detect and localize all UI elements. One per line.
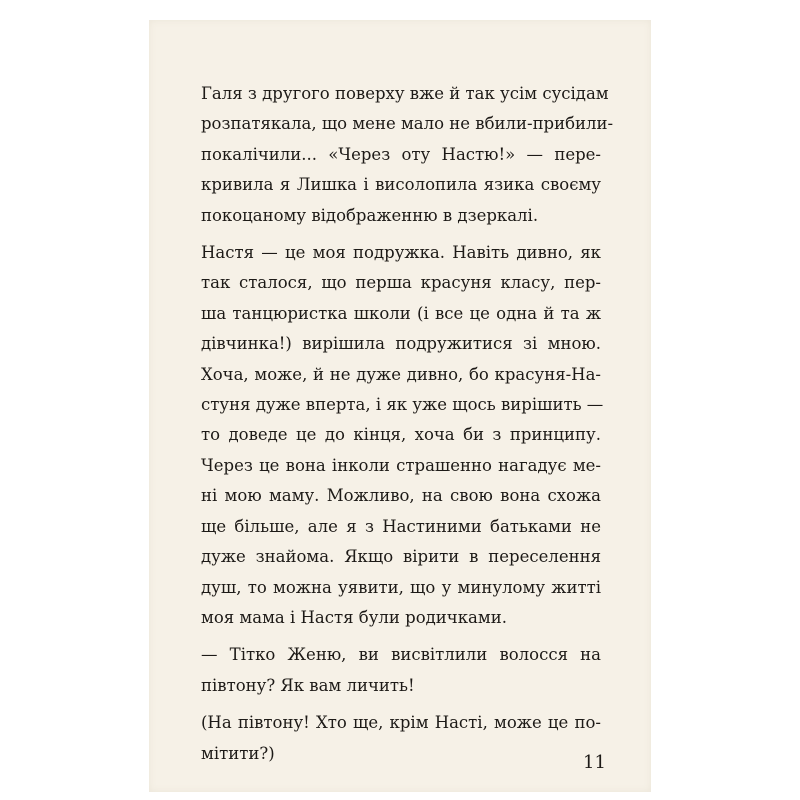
text-line: (На півтону! Хто ще, крім Насті, може це по- xyxy=(201,713,601,733)
text-line: Хоча, може, й не дуже дивно, бо красуня-На- xyxy=(201,364,601,384)
text-line: ще більше, але я з Настиними батьками не xyxy=(201,516,601,536)
text-line: мітити?) xyxy=(201,743,275,763)
paragraph xyxy=(201,238,604,633)
paragraph xyxy=(201,79,614,231)
text-line: Галя з другого поверху вже й так усім сусідам xyxy=(201,84,609,103)
text-line: півтону? Як вам личить! xyxy=(201,675,415,695)
body-text xyxy=(201,79,614,769)
text-line: ша танцюристка школи (і все це одна й та ж xyxy=(201,303,601,323)
book-page xyxy=(149,20,651,792)
text-line: душ, то можна уявити, що у минулому житті xyxy=(201,577,601,597)
text-line: ні мою маму. Можливо, на свою вона схожа xyxy=(201,486,601,506)
text-line: покалічили... «Через оту Настю!» — пере- xyxy=(201,144,601,164)
text-line: розпатякала, що мене мало не вбили-прибили- xyxy=(201,114,614,134)
text-line: кривила я Лишка і висолопила язика своєму xyxy=(201,175,601,195)
text-line: — Тітко Женю, ви висвітлили волосся на xyxy=(201,645,601,665)
text-line: Через це вона інколи страшенно нагадує ме- xyxy=(201,455,601,475)
text-line: дуже знайома. Якщо вірити в переселення xyxy=(201,547,601,567)
paragraph xyxy=(201,640,601,701)
paragraph xyxy=(201,708,601,769)
text-line: дівчинка!) вирішила подружитися зі мною. xyxy=(201,334,601,354)
text-line: покоцаному відображенню в дзеркалі. xyxy=(201,205,539,225)
text-line: то доведе це до кінця, хоча би з принципу. xyxy=(201,425,601,445)
text-line: стуня дуже вперта, і як уже щось вирішить — xyxy=(201,395,604,415)
text-line: Настя — це моя подружка. Навіть дивно, як xyxy=(201,243,601,263)
text-line: моя мама і Настя були родичками. xyxy=(201,607,507,627)
text-line: так сталося, що перша красуня класу, пер- xyxy=(201,273,601,293)
page-number: 11 xyxy=(583,752,606,773)
